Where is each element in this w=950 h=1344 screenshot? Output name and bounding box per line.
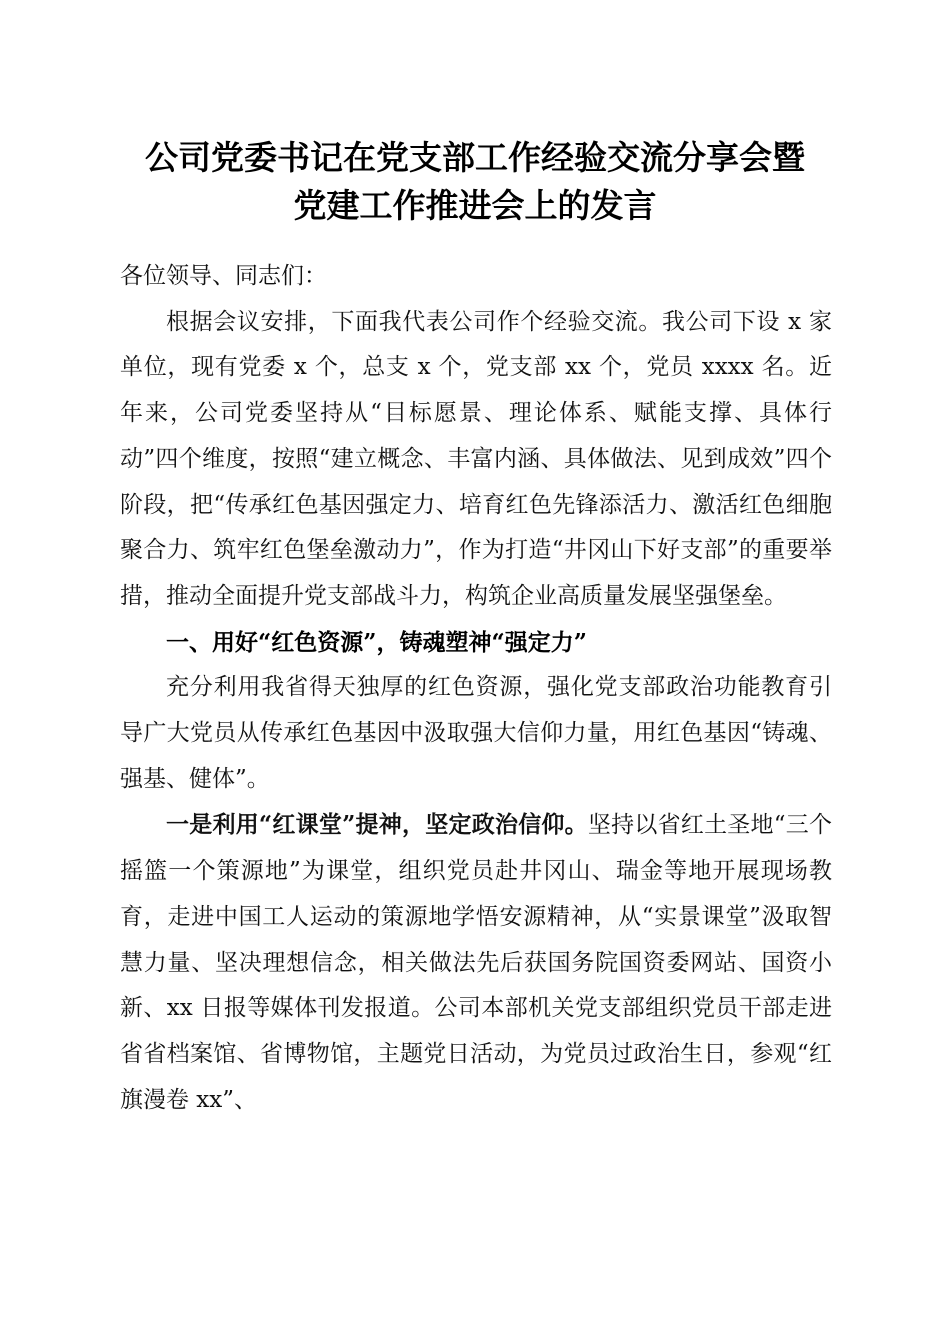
salutation: 各位领导、同志们： [120,263,327,289]
section-1-heading: 一、用好“红色资源”，铸魂塑神“强定力” [166,628,587,656]
intro-paragraph: 根据会议安排，下面我代表公司作个经验交流。我公司下设 x 家单位，现有党委 x 个，总支 x 个，党支部 xx 个，党员 xxxx 名。近年来，公司党委坚持从“目标愿景、理论体系、赋能支撑、具体行动”四个维度，按照“建立概念、丰富内涵、具体做法、见到成效”四个阶段，把“传承红色基因强定力、培育红色先锋添活力、激活红色细胞聚合力、筑牢红色堡垒激动力”，作为打造“井冈山下好支部”的重要举措，推动全面提升党支部战斗力，构筑企业高质量发展坚强堡垒。 [120,308,832,609]
point-1-lead: 一是利用“红课堂”提神，坚定政治信仰。 [166,811,588,839]
point-1-body: 坚持以省红土圣地“三个摇篮一个策源地”为课堂，组织党员赴井冈山、瑞金等地开展现场教育，走进中国工人运动的策源地学悟安源精神，从“实景课堂”汲取智慧力量、坚决理想信念，相关做法先后获国务院国资委网站、国资小新、xx 日报等媒体刊发报道。公司本部机关党支部组织党员干部走进省省档案馆、省博物馆，主题党日活动，为党员过政治生日，参观“红旗漫卷 xx”、 [120,812,832,1113]
document-title-line-2: 党建工作推进会上的发言 [293,186,657,225]
document-title-line-1: 公司党委书记在党支部工作经验交流分享会暨 [145,138,805,177]
section-1-paragraph: 充分利用我省得天独厚的红色资源，强化党支部政治功能教育引导广大党员从传承红色基因中汲取强大信仰力量，用红色基因“铸魂、强基、健体”。 [120,674,832,792]
point-1-paragraph [120,802,832,1123]
document-body [120,254,832,1123]
